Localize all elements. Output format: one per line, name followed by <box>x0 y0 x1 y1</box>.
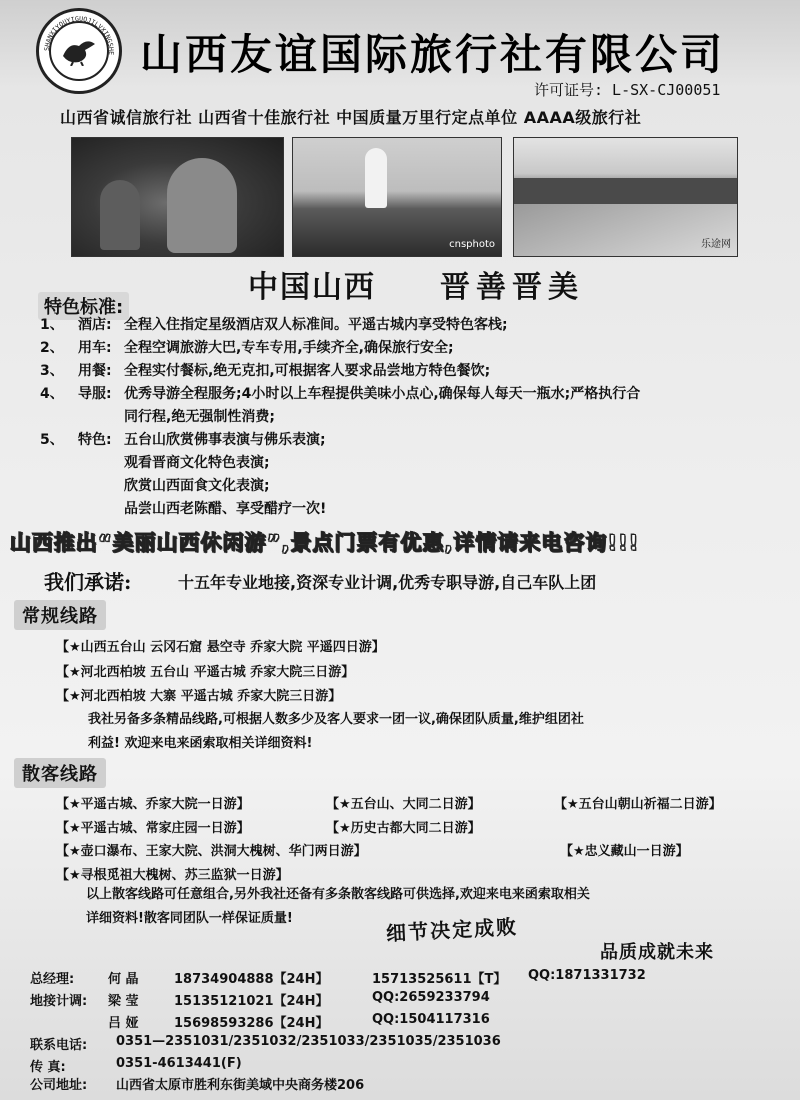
route-item: 【★五台山、大同二日游】 <box>326 797 481 812</box>
route-item: 【★忠义藏山一日游】 <box>560 844 689 859</box>
scattered-routes-heading: 散客线路 <box>14 758 106 788</box>
gm-name: 何 晶 <box>108 972 139 987</box>
photo-watermark: 乐途网 <box>701 239 731 250</box>
logo-emblem <box>49 21 109 81</box>
tel-numbers: 0351—2351031/2351032/2351033/2351035/2351036 <box>116 1034 501 1049</box>
photo-pingyao-wall <box>513 137 738 257</box>
operator-phone: 15135121021【24H】 <box>174 994 329 1009</box>
bird-icon <box>59 36 99 66</box>
white-stupa-shape <box>365 148 387 208</box>
features-heading: 特色标准: <box>38 292 129 320</box>
gm-phone: 18734904888【24H】 <box>174 972 329 987</box>
route-item: 【★山西五台山 云冈石窟 悬空寺 乔家大院 平遥四日游】 <box>56 640 385 655</box>
slogan-jinshan-jinmei: 晋善晋美 <box>440 270 584 305</box>
promise-text: 十五年专业地接,资深专业计调,优秀专职导游,自己车队上团 <box>178 573 597 592</box>
city-wall-shape <box>514 178 737 204</box>
feature-item: 4、 导服: 优秀导游全程服务;4小时以上车程提供美味小点心,确保每人每天一瓶水;严格执行合 <box>40 386 641 402</box>
scattered-note-line1: 以上散客线路可任意组合,另外我社还备有多条散客线路可供选择,欢迎来电来函索取相关 <box>86 887 590 902</box>
small-buddha-shape <box>100 180 140 250</box>
route-item: 【★壶口瀑布、王家大院、洪洞大槐树、华门两日游】 <box>56 844 367 859</box>
slogan-china-shanxi: 中国山西 <box>248 270 376 305</box>
route-item: 【★历史古都大同二日游】 <box>326 821 481 836</box>
svg-text:SHANXIYOUYIGUOJILVXINGSHE: SHANXIYOUYIGUOJILVXINGSHE <box>42 14 116 56</box>
route-item: 【★平遥古城、常家庄园一日游】 <box>56 821 250 836</box>
honors-line: 山西省诚信旅行社 山西省十佳旅行社 中国质量万里行定点单位 AAAA级旅行社 <box>60 108 642 127</box>
route-item: 【★五台山朝山祈福二日游】 <box>554 797 722 812</box>
regular-note-line2: 利益! 欢迎来电来函索取相关详细资料! <box>88 736 313 751</box>
company-logo <box>36 8 122 94</box>
feature-extra: 品尝山西老陈醋、享受醋疗一次! <box>124 501 327 517</box>
promo-banner: 山西推出“美丽山西休闲游”,景点门票有优惠,详情请来电咨询!!! <box>10 531 640 555</box>
fax-number: 0351-4613441(F) <box>116 1056 242 1071</box>
feature-item: 3、 用餐: 全程实付餐标,绝无克扣,可根据客人要求品尝地方特色餐饮; <box>40 363 491 379</box>
fax-label: 传 真: <box>30 1060 66 1075</box>
photo-watermark: cnsphoto <box>449 239 495 250</box>
operator-name: 梁 莹 <box>108 994 139 1009</box>
feature-item: 2、 用车: 全程空调旅游大巴,专车专用,手续齐全,确保旅行安全; <box>40 340 454 356</box>
address-label: 公司地址: <box>30 1078 88 1093</box>
photo-yungang-grottoes <box>71 137 284 257</box>
buddha-statue-shape <box>167 158 237 253</box>
gm-qq: QQ:1871331732 <box>528 968 646 983</box>
route-item: 【★河北西柏坡 五台山 平遥古城 乔家大院三日游】 <box>56 665 355 680</box>
address-text: 山西省太原市胜利东街美域中央商务楼206 <box>116 1078 365 1093</box>
tel-label: 联系电话: <box>30 1038 88 1053</box>
operator-qq: QQ:2659233794 <box>372 990 490 1005</box>
motto-details: 细节决定成败 <box>385 914 519 946</box>
feature-item-continued: 同行程,绝无强制性消费; <box>124 409 275 425</box>
route-item: 【★河北西柏坡 大寨 平遥古城 乔家大院三日游】 <box>56 689 342 704</box>
license-number: 许可证号: L-SX-CJ00051 <box>534 81 721 99</box>
route-item: 【★寻根觅祖大槐树、苏三监狱一日游】 <box>56 868 289 883</box>
regular-note-line1: 我社另备多条精品线路,可根据人数多少及客人要求一团一议,确保团队质量,维护组团社 <box>88 712 584 727</box>
photo-wutaishan-temple <box>292 137 502 257</box>
operator-qq: QQ:1504117316 <box>372 1012 490 1027</box>
regular-routes-heading: 常规线路 <box>14 600 106 630</box>
gm-label: 总经理: <box>30 972 75 987</box>
promise-label: 我们承诺: <box>44 570 132 594</box>
feature-item: 1、 酒店: 全程入住指定星级酒店双人标准间。平遥古城内享受特色客栈; <box>40 317 508 333</box>
motto-quality: 品质成就未来 <box>600 942 714 963</box>
operator-phone: 15698593286【24H】 <box>174 1016 329 1031</box>
feature-extra: 欣赏山西面食文化表演; <box>124 478 270 494</box>
scattered-note-line2: 详细资料!散客同团队一样保证质量! <box>86 911 293 926</box>
operator-label: 地接计调: <box>30 994 88 1009</box>
gm-phone-2: 15713525611【T】 <box>372 972 507 987</box>
features-list <box>40 314 780 521</box>
feature-extra: 观看晋商文化特色表演; <box>124 455 270 471</box>
feature-item: 5、 特色: 五台山欣赏佛事表演与佛乐表演; <box>40 432 326 448</box>
operator-name: 吕 娅 <box>108 1016 139 1031</box>
route-item: 【★平遥古城、乔家大院一日游】 <box>56 797 250 812</box>
company-name: 山西友谊国际旅行社有限公司 <box>140 30 726 79</box>
